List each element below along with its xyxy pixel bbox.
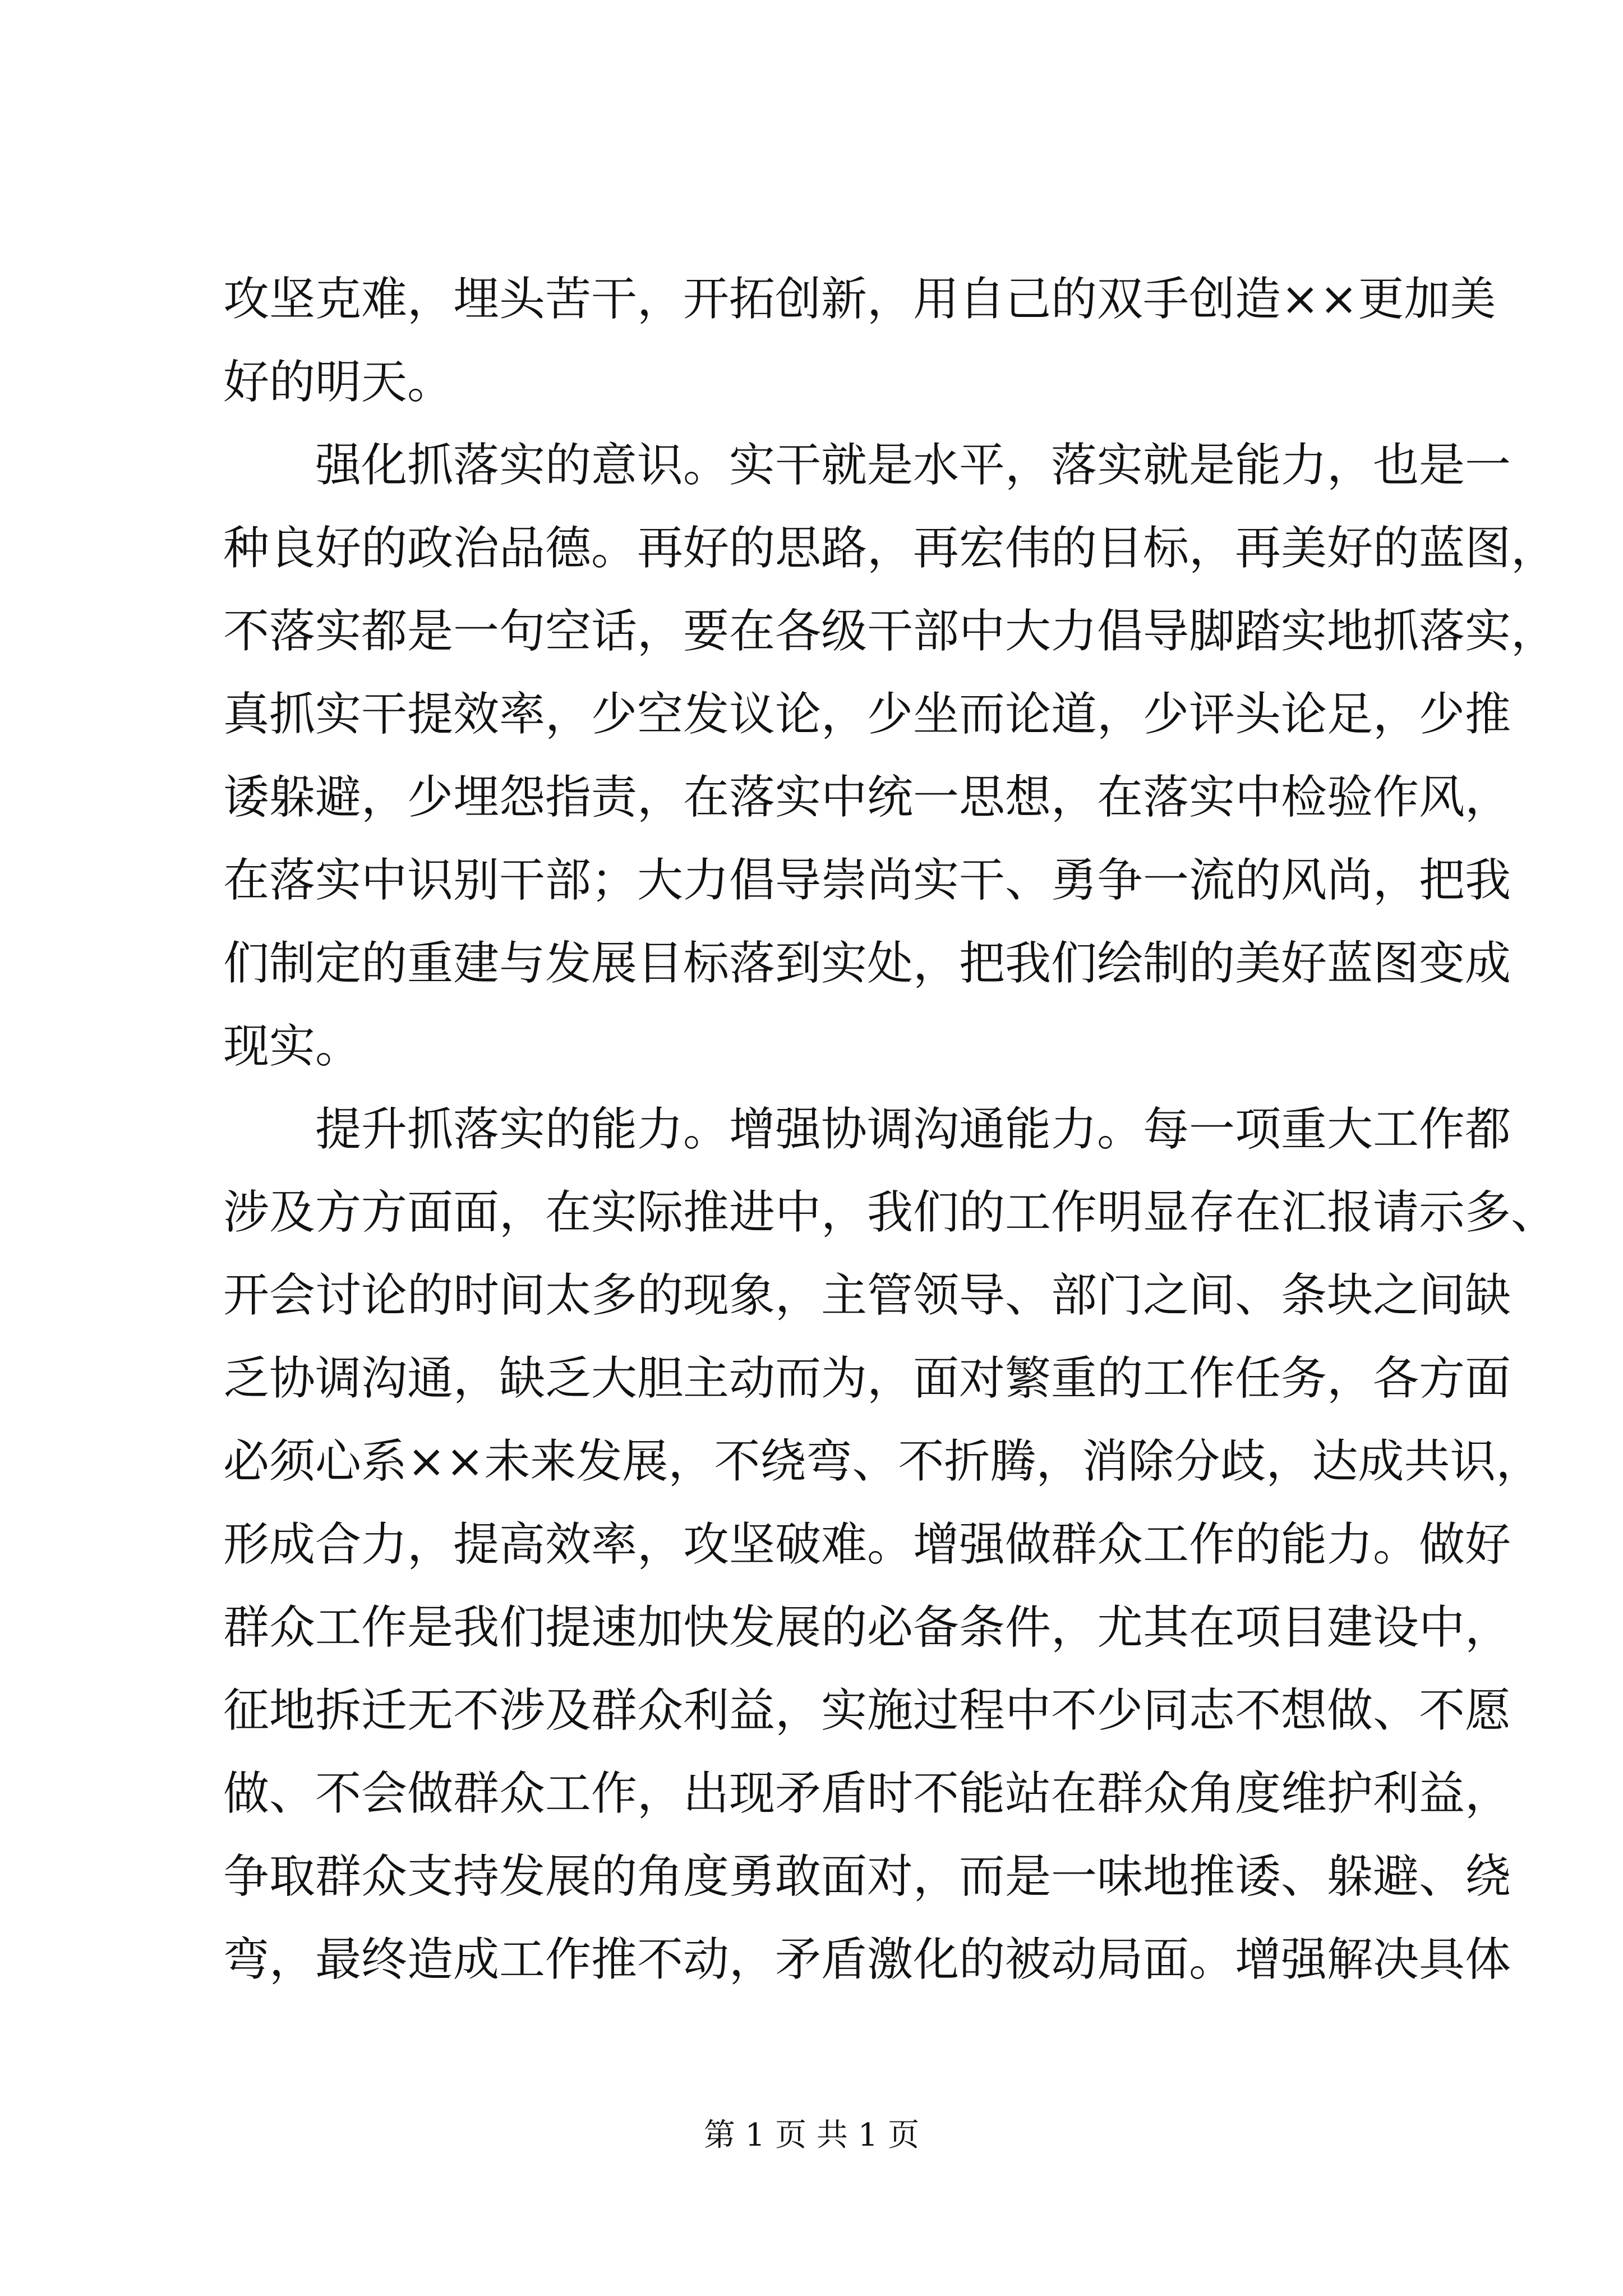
text-line: 们制定的重建与发展目标落到实处，把我们绘制的美好蓝图变成 [223,937,1511,990]
text-line: 提升抓落实的能力。增强协调沟通能力。每一项重大工作都 [223,1103,1511,1156]
text-line: 不落实都是一句空话，要在各级干部中大力倡导脚踏实地抓落实， [223,605,1557,658]
text-line: 征地拆迁无不涉及群众利益，实施过程中不少同志不想做、不愿 [223,1684,1511,1737]
text-line: 现实。 [223,1020,362,1073]
text-line: 争取群众支持发展的角度勇敢面对，而是一味地推诿、躲避、绕 [223,1850,1511,1903]
text-line: 好的明天。 [223,356,454,409]
text-line: 在落实中识别干部；大力倡导崇尚实干、勇争一流的风尚，把我 [223,854,1511,907]
text-line: 做、不会做群众工作，出现矛盾时不能站在群众角度维护利益， [223,1767,1511,1820]
text-line: 种良好的政治品德。再好的思路，再宏伟的目标，再美好的蓝图， [223,522,1557,575]
page-number-footer: 第 1 页 共 1 页 [703,2117,920,2154]
text-line: 开会讨论的时间太多的现象，主管领导、部门之间、条块之间缺 [223,1269,1511,1322]
text-line: 攻坚克难，埋头苦干，开拓创新，用自己的双手创造××更加美 [223,273,1496,326]
text-line: 形成合力，提高效率，攻坚破难。增强做群众工作的能力。做好 [223,1518,1511,1571]
text-line: 群众工作是我们提速加快发展的必备条件，尤其在项目建设中， [223,1601,1511,1654]
text-line: 诿躲避，少埋怨指责，在落实中统一思想，在落实中检验作风， [223,771,1511,824]
text-line: 必须心系××未来发展，不绕弯、不折腾，消除分歧，达成共识， [223,1435,1542,1488]
document-body [223,258,1557,2001]
text-line: 涉及方方面面，在实际推进中，我们的工作明显存在汇报请示多、 [223,1186,1557,1239]
text-line: 乏协调沟通，缺乏大胆主动而为，面对繁重的工作任务，各方面 [223,1352,1511,1405]
text-line: 强化抓落实的意识。实干就是水平，落实就是能力，也是一 [223,439,1511,492]
text-line: 弯，最终造成工作推不动，矛盾激化的被动局面。增强解决具体 [223,1933,1511,1986]
text-line: 真抓实干提效率，少空发议论，少坐而论道，少评头论足，少推 [223,688,1511,741]
